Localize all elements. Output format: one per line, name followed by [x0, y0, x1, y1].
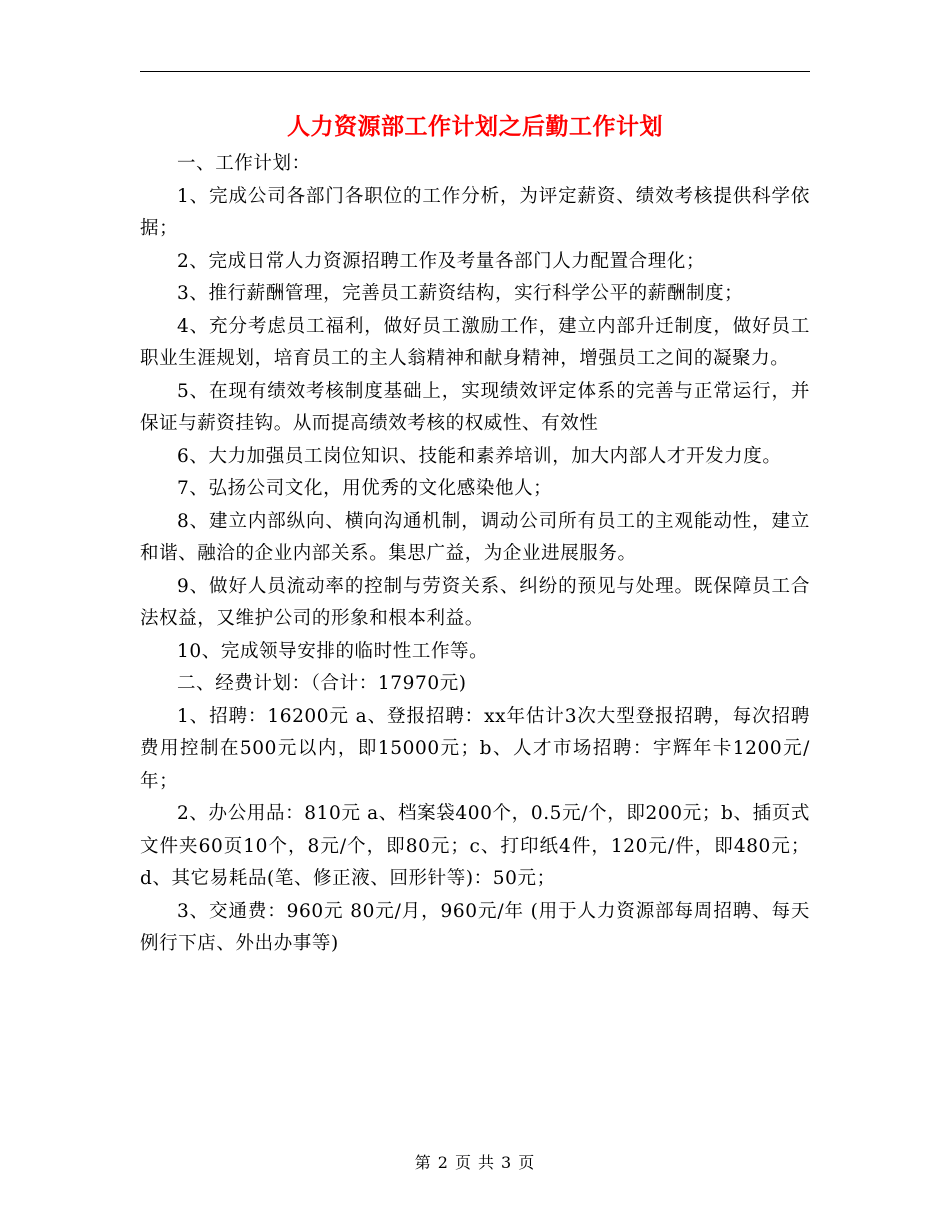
paragraph: 3、推行薪酬管理，完善员工薪资结构，实行科学公平的薪酬制度；	[177, 283, 744, 304]
paragraph: 7、弘扬公司文化，用优秀的文化感染他人；	[177, 478, 553, 499]
paragraph: 1、完成公司各部门各职位的工作分析，为评定薪资、绩效考核提供科学依据；	[140, 185, 810, 239]
page-current: 2	[437, 1153, 449, 1172]
document-title: 人力资源部工作计划之后勤工作计划	[287, 113, 663, 140]
document-body	[140, 148, 810, 961]
section-heading-budget-plan: 二、经费计划：（合计：17970元)	[177, 673, 467, 694]
page-label-suffix: 页	[518, 1153, 536, 1172]
paragraph: 8、建立内部纵向、横向沟通机制，调动公司所有员工的主观能动性，建立和谐、融洽的企业内部关系。集思广益，为企业进展服务。	[140, 510, 810, 564]
paragraph: 3、交通费：960元 80元/月，960元/年 (用于人力资源部每周招聘、每天例行下店、外出办事等)	[140, 900, 810, 954]
paragraph: 1、招聘：16200元 a、登报招聘：xx年估计3次大型登报招聘，每次招聘费用控制在500元以内，即15000元；b、人才市场招聘：宇辉年卡1200元/年；	[140, 705, 810, 792]
paragraph: 4、充分考虑员工福利，做好员工激励工作，建立内部升迁制度，做好员工职业生涯规划，培育员工的主人翁精神和献身精神，增强员工之间的凝聚力。	[140, 315, 810, 369]
paragraph: 10、完成领导安排的临时性工作等。	[177, 640, 489, 662]
page-label-prefix: 第	[414, 1153, 432, 1172]
page-total: 3	[501, 1153, 513, 1172]
paragraph: 2、完成日常人力资源招聘工作及考量各部门人力配置合理化；	[177, 250, 706, 272]
paragraph: 9、做好人员流动率的控制与劳资关系、纠纷的预见与处理。既保障员工合法权益，又维护公司的形象和根本利益。	[140, 575, 810, 629]
page-label-middle: 页 共	[454, 1153, 496, 1172]
paragraph: 5、在现有绩效考核制度基础上，实现绩效评定体系的完善与正常运行，并保证与薪资挂钩。从而提高绩效考核的权威性、有效性	[140, 380, 810, 434]
paragraph: 6、大力加强员工岗位知识、技能和素养培训，加大内部人才开发力度。	[177, 445, 782, 467]
section-heading-work-plan: 一、工作计划：	[177, 153, 311, 174]
page-footer	[0, 1152, 950, 1174]
paragraph: 2、办公用品：810元 a、档案袋400个，0.5元/个，即200元；b、插页式文件夹60页10个，8元/个，即80元；c、打印纸4件，120元/件，即480元；d、其它易耗品(笔、修正液、回形针等)：50元；	[140, 803, 810, 889]
header-rule	[140, 71, 810, 72]
